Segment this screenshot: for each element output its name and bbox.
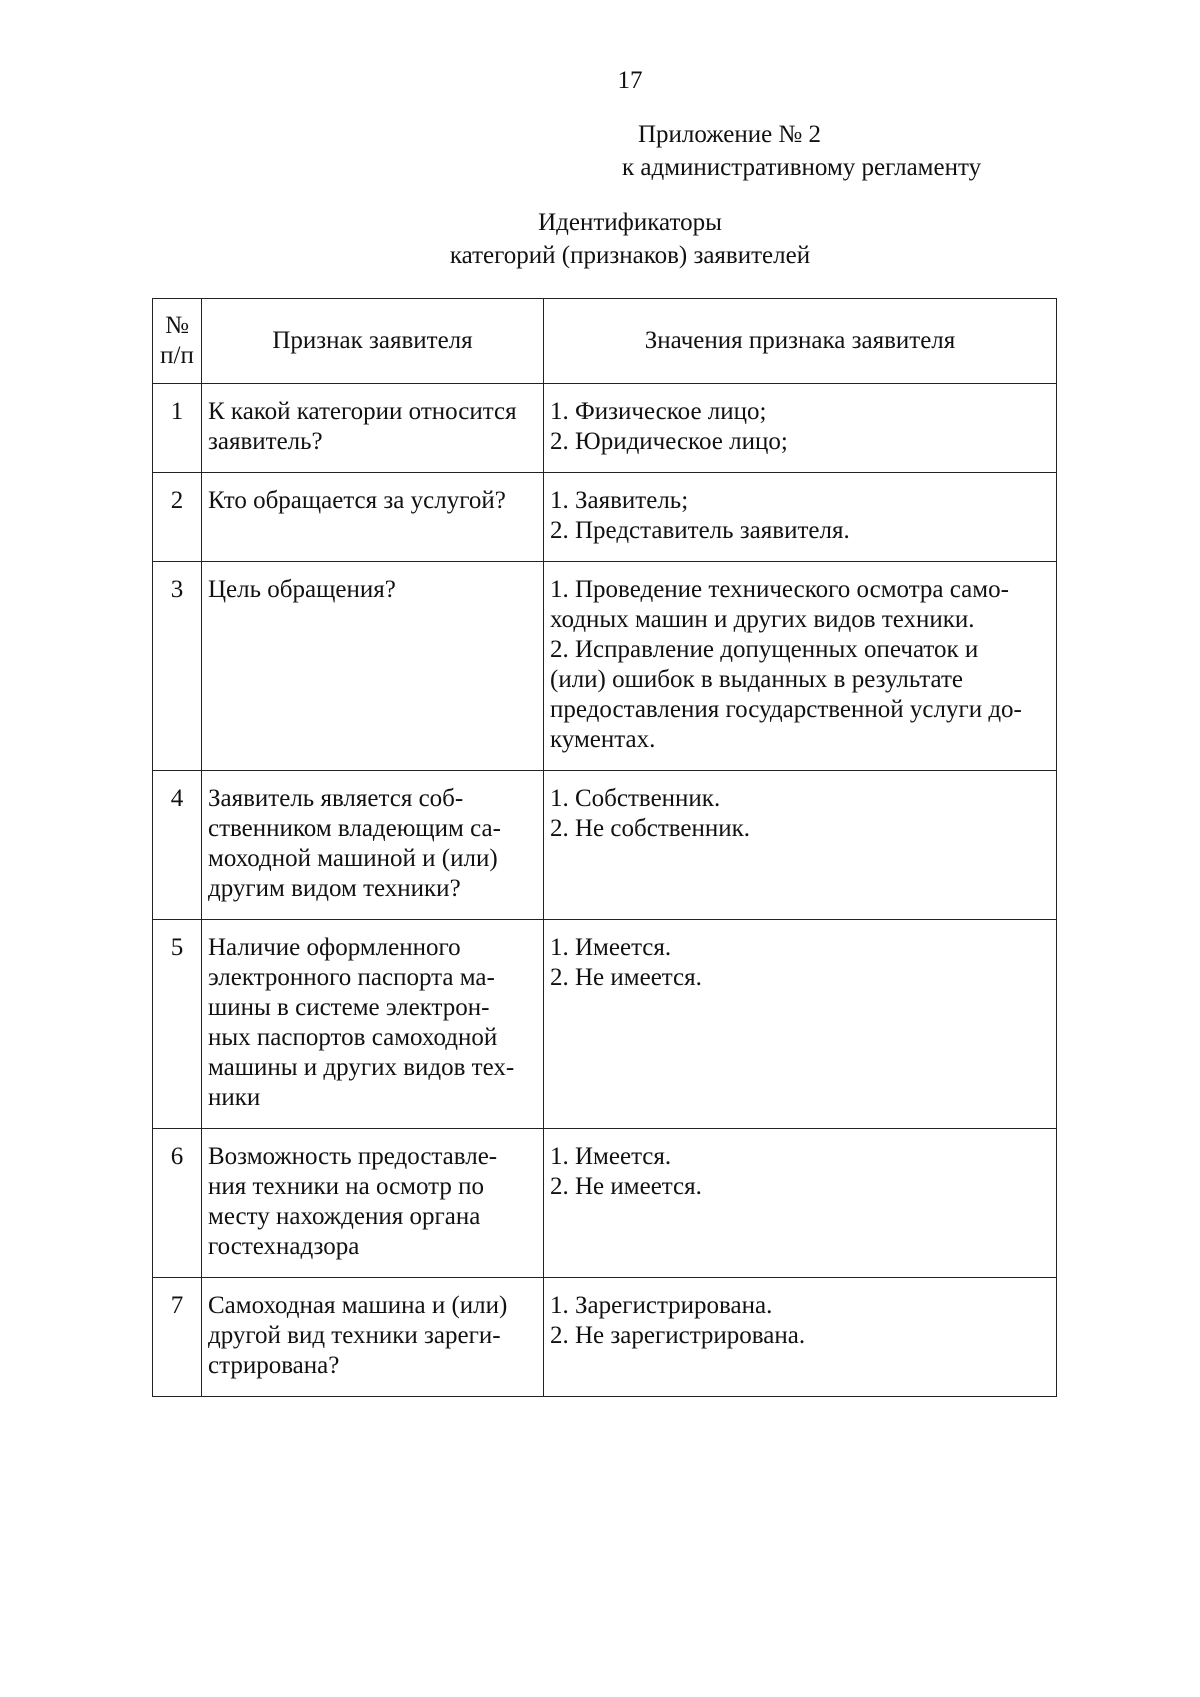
value-line: 2. Не зарегистрирована. bbox=[550, 1322, 806, 1349]
row-number: 6 bbox=[153, 1129, 202, 1278]
row-values bbox=[544, 473, 1057, 562]
value-line: предоставления государственной услуги до- bbox=[550, 696, 1022, 723]
sign-line: Самоходная машина и (или) bbox=[208, 1292, 508, 1319]
table-row bbox=[153, 384, 1057, 473]
row-values bbox=[544, 384, 1057, 473]
sign-line: К какой категории относится bbox=[208, 398, 517, 425]
row-sign bbox=[202, 1129, 544, 1278]
header-sign: Признак заявителя bbox=[202, 299, 544, 384]
sign-line: другим видом техники? bbox=[208, 875, 461, 902]
appendix-note bbox=[622, 118, 981, 184]
sign-line: гостехнадзора bbox=[208, 1233, 360, 1260]
value-line: 1. Имеется. bbox=[550, 934, 672, 961]
row-sign bbox=[202, 562, 544, 771]
table-body bbox=[153, 384, 1057, 1397]
sign-line: месту нахождения органа bbox=[208, 1203, 481, 1230]
row-sign bbox=[202, 771, 544, 920]
header-number-abbrev: п/п bbox=[160, 342, 194, 369]
document-title-line-2: категорий (признаков) заявителей bbox=[449, 242, 811, 269]
sign-line: шины в системе электрон- bbox=[208, 994, 490, 1021]
row-number: 7 bbox=[153, 1278, 202, 1397]
value-line: (или) ошибок в выданных в результате bbox=[550, 666, 963, 693]
value-line: 2. Юридическое лицо; bbox=[550, 428, 788, 455]
appendix-reference: к административному регламенту bbox=[622, 154, 982, 181]
table-row bbox=[153, 1278, 1057, 1397]
sign-line: электронного паспорта ма- bbox=[208, 964, 495, 991]
sign-line: Наличие оформленного bbox=[208, 934, 461, 961]
row-values bbox=[544, 771, 1057, 920]
row-sign bbox=[202, 473, 544, 562]
sign-line: заявитель? bbox=[208, 428, 323, 455]
identifiers-table bbox=[152, 298, 1057, 1397]
value-line: 2. Исправление допущенных опечаток и bbox=[550, 636, 979, 663]
row-sign bbox=[202, 1278, 544, 1397]
table-row bbox=[153, 1129, 1057, 1278]
row-values bbox=[544, 1129, 1057, 1278]
value-line: 1. Зарегистрирована. bbox=[550, 1292, 773, 1319]
sign-line: стрирована? bbox=[208, 1352, 340, 1379]
value-line: 1. Заявитель; bbox=[550, 487, 689, 514]
row-number: 4 bbox=[153, 771, 202, 920]
row-number: 3 bbox=[153, 562, 202, 771]
row-sign bbox=[202, 384, 544, 473]
sign-line: ных паспортов самоходной bbox=[208, 1024, 498, 1051]
sign-line: моходной машиной и (или) bbox=[208, 845, 498, 872]
header-number-symbol: № bbox=[165, 312, 189, 339]
table-row bbox=[153, 473, 1057, 562]
appendix-title: Приложение № 2 bbox=[638, 121, 822, 148]
sign-line: Цель обращения? bbox=[208, 576, 396, 603]
row-values bbox=[544, 920, 1057, 1129]
value-line: 2. Не имеется. bbox=[550, 1173, 702, 1200]
value-line: 2. Не имеется. bbox=[550, 964, 702, 991]
row-values bbox=[544, 1278, 1057, 1397]
value-line: 1. Физическое лицо; bbox=[550, 398, 767, 425]
value-line: 2. Не собственник. bbox=[550, 815, 751, 842]
page-number: 17 bbox=[617, 67, 643, 94]
sign-line: Возможность предоставле- bbox=[208, 1143, 498, 1170]
value-line: 2. Представитель заявителя. bbox=[550, 517, 850, 544]
value-line: 1. Имеется. bbox=[550, 1143, 672, 1170]
document-title-line-1: Идентификаторы bbox=[538, 209, 722, 236]
sign-line: Кто обращается за услугой? bbox=[208, 487, 506, 514]
row-values bbox=[544, 562, 1057, 771]
row-number: 1 bbox=[153, 384, 202, 473]
row-number: 2 bbox=[153, 473, 202, 562]
header-number bbox=[153, 299, 202, 384]
table-row bbox=[153, 562, 1057, 771]
sign-line: ники bbox=[208, 1084, 261, 1111]
value-line: кументах. bbox=[550, 726, 656, 753]
value-line: 1. Собственник. bbox=[550, 785, 721, 812]
sign-line: машины и других видов тех- bbox=[208, 1054, 515, 1081]
header-values: Значения признака заявителя bbox=[544, 299, 1057, 384]
sign-line: другой вид техники зареги- bbox=[208, 1322, 501, 1349]
document-title bbox=[0, 206, 1200, 272]
row-sign bbox=[202, 920, 544, 1129]
row-number: 5 bbox=[153, 920, 202, 1129]
value-line: ходных машин и других видов техники. bbox=[550, 606, 975, 633]
sign-line: ственником владеющим са- bbox=[208, 815, 501, 842]
table-row bbox=[153, 771, 1057, 920]
sign-line: Заявитель является соб- bbox=[208, 785, 464, 812]
table-header-row bbox=[153, 299, 1057, 384]
value-line: 1. Проведение технического осмотра само- bbox=[550, 576, 1009, 603]
table-row bbox=[153, 920, 1057, 1129]
sign-line: ния техники на осмотр по bbox=[208, 1173, 485, 1200]
